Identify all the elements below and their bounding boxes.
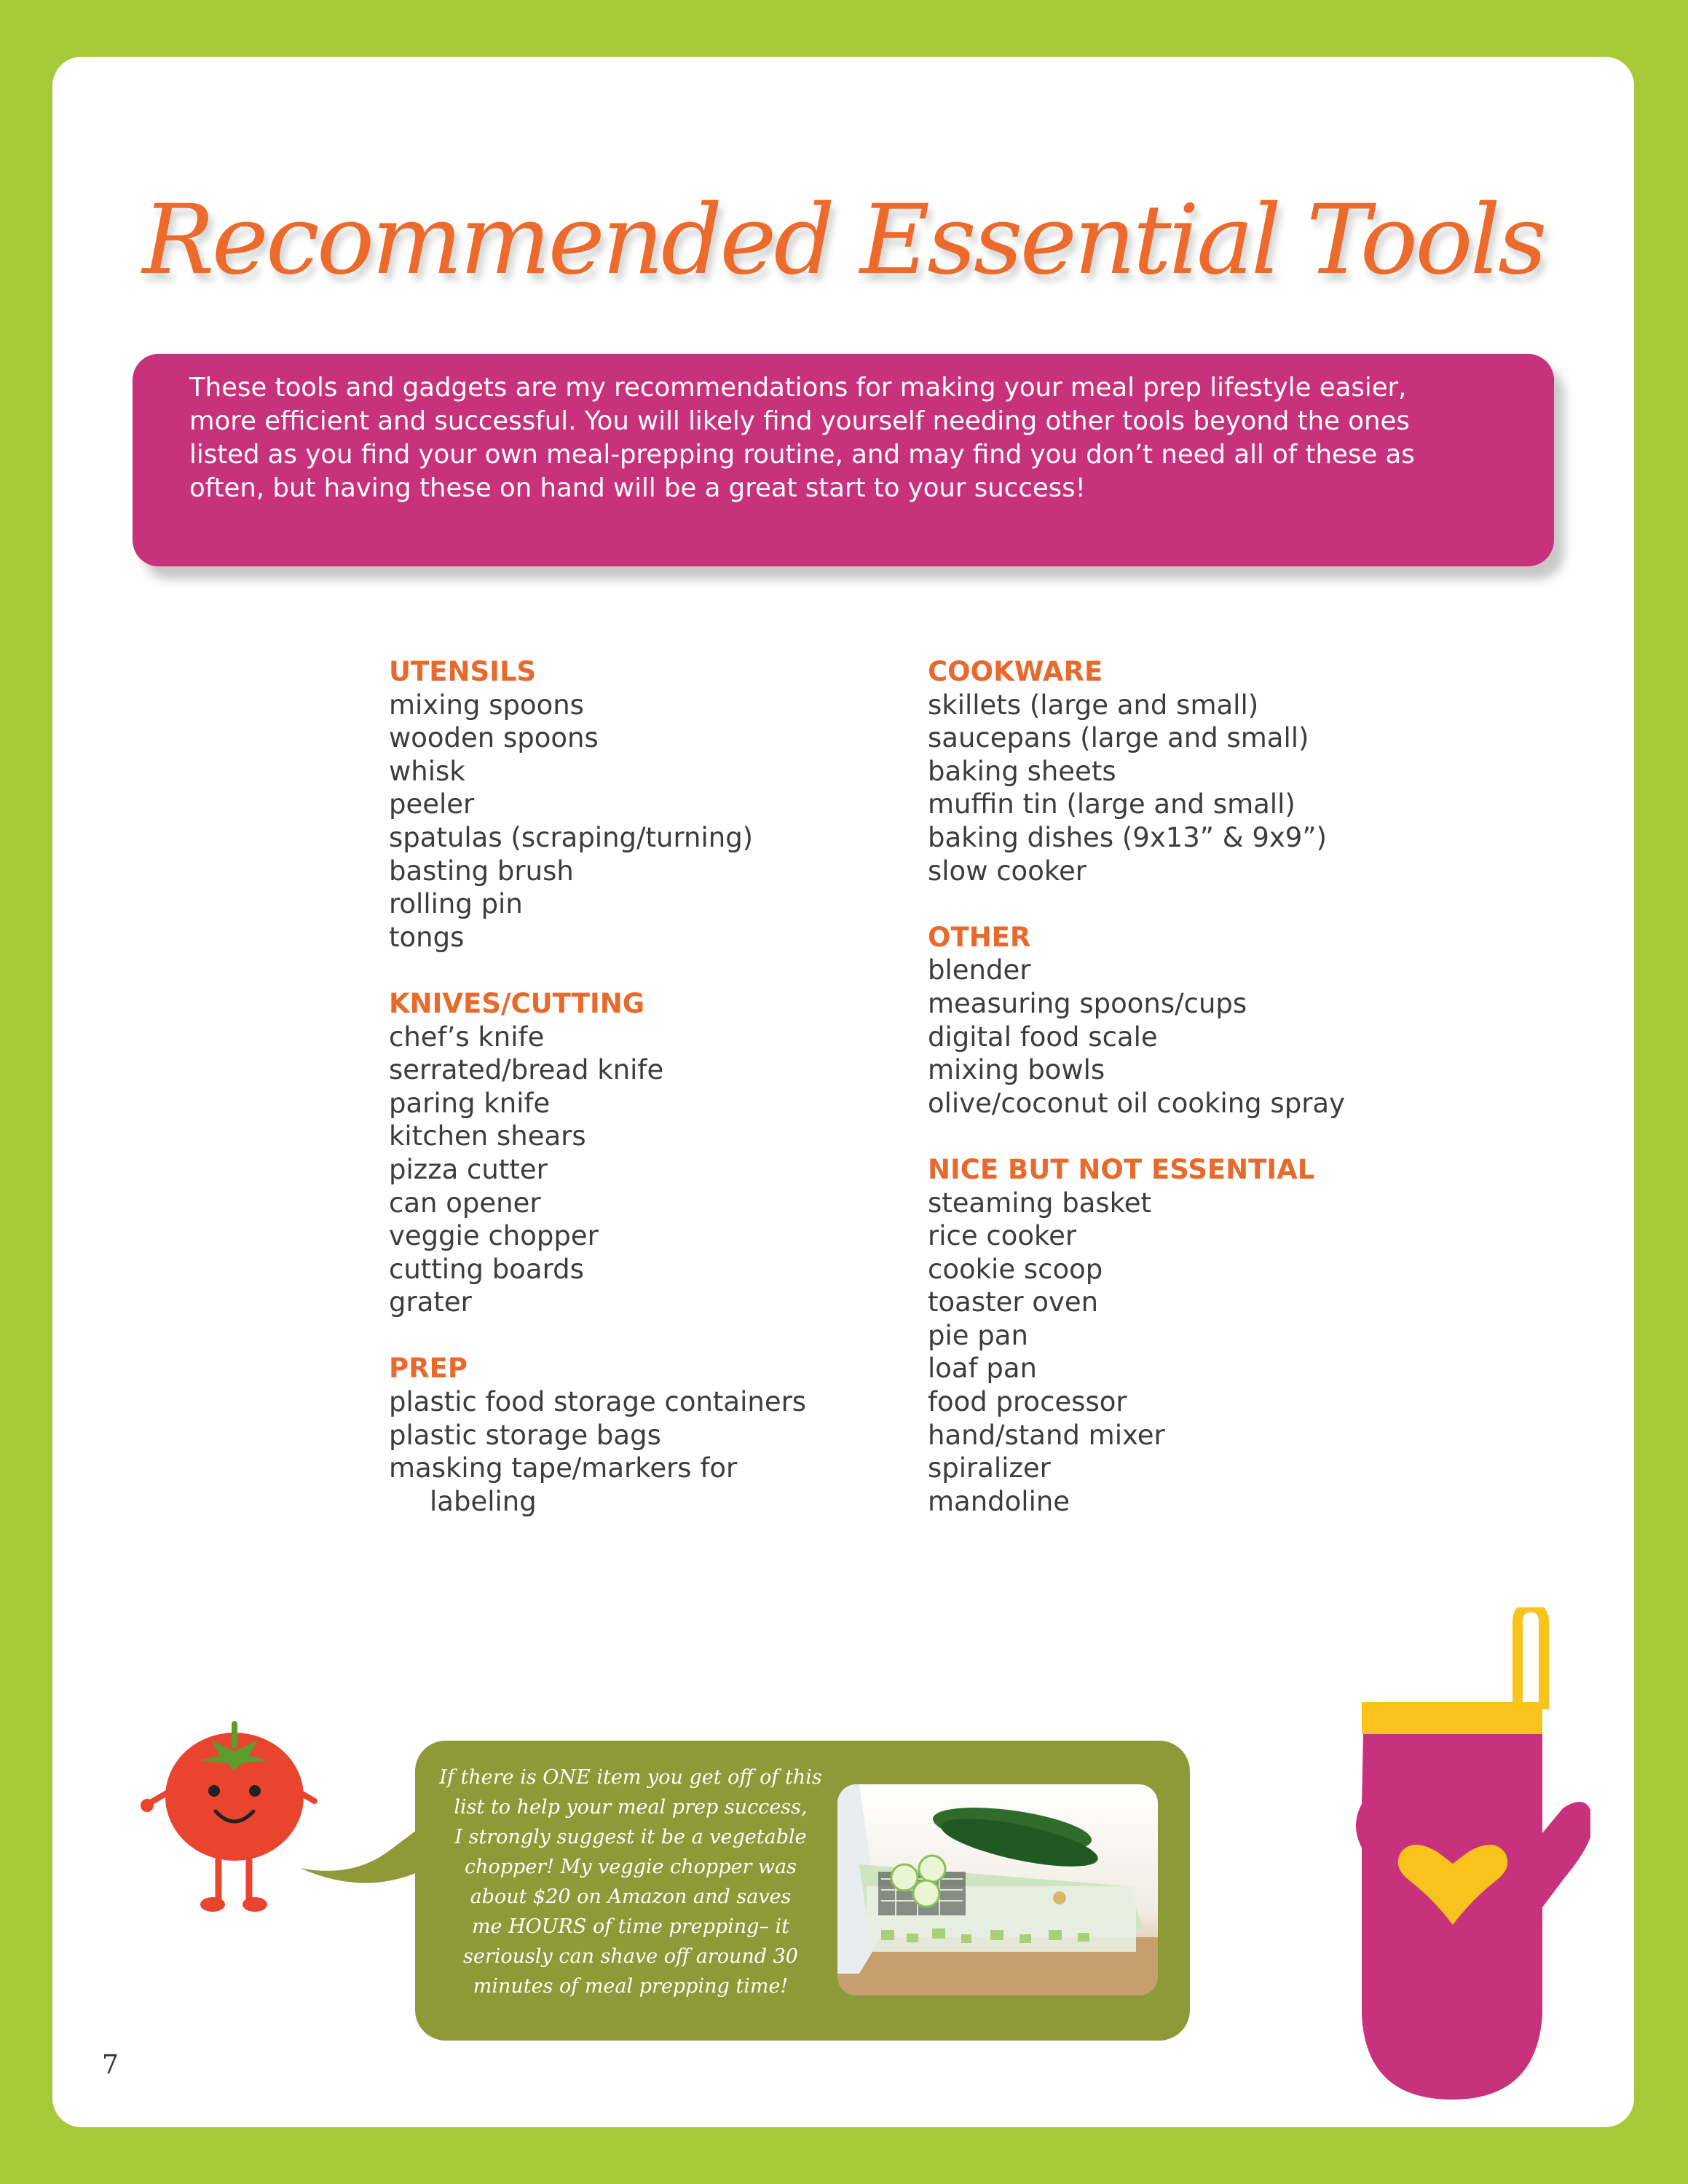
list-item: rice cooker xyxy=(928,1220,1077,1252)
left-column xyxy=(389,655,899,1551)
list-item: food processor xyxy=(928,1386,1127,1418)
tip-callout xyxy=(415,1741,1190,2041)
list-item: paring knife xyxy=(389,1087,551,1119)
section-heading: PREP xyxy=(389,1353,468,1385)
list-item: muffin tin (large and small) xyxy=(928,788,1295,820)
page-panel xyxy=(52,57,1634,2127)
section-cookware xyxy=(928,655,1481,887)
list-item: mandoline xyxy=(928,1485,1070,1517)
list-item: olive/coconut oil cooking spray xyxy=(928,1087,1345,1119)
right-column xyxy=(928,655,1481,1551)
list-item: hand/stand mixer xyxy=(928,1419,1165,1451)
list-item: kitchen shears xyxy=(389,1120,586,1152)
list-item: whisk xyxy=(389,755,465,787)
list-item: masking tape/markers for xyxy=(389,1452,738,1484)
list-item: spatulas (scraping/turning) xyxy=(389,821,754,853)
list-item: serrated/bread knife xyxy=(389,1054,664,1086)
list-item: measuring spoons/cups xyxy=(928,987,1247,1019)
section-other xyxy=(928,921,1481,1120)
section-utensils xyxy=(389,655,899,954)
list-item: baking sheets xyxy=(928,755,1116,787)
list-item: chef’s knife xyxy=(389,1021,545,1053)
callout-line: about $20 on Amazon and saves xyxy=(470,1886,792,1908)
list-item: grater xyxy=(389,1286,472,1318)
list-item: cookie scoop xyxy=(928,1253,1103,1285)
intro-box xyxy=(133,354,1554,566)
list-item: pizza cutter xyxy=(389,1153,548,1185)
list-item: digital food scale xyxy=(928,1021,1158,1053)
callout-line: If there is ONE item you get off of this xyxy=(439,1766,822,1789)
callout-text xyxy=(434,1762,827,2001)
section-nice-but-not-essential xyxy=(928,1153,1481,1519)
list-item: rolling pin xyxy=(389,888,523,920)
list-item: slow cooker xyxy=(928,855,1086,887)
section-knives-cutting xyxy=(389,987,899,1319)
list-item: can opener xyxy=(389,1187,541,1219)
list-item: mixing spoons xyxy=(389,689,584,721)
page-title: Recommended Essential Tools xyxy=(142,184,1545,296)
list-item: plastic food storage containers xyxy=(389,1386,807,1418)
list-item: spiralizer xyxy=(928,1452,1051,1484)
list-item-continuation: labeling xyxy=(430,1485,537,1517)
list-item: baking dishes (9x13” & 9x9”) xyxy=(928,821,1327,853)
list-item: basting brush xyxy=(389,855,574,887)
page-number: 7 xyxy=(102,2050,119,2080)
callout-line: I strongly suggest it be a vegetable xyxy=(454,1826,807,1848)
callout-line: minutes of meal prepping time! xyxy=(473,1975,789,1998)
callout-line: list to help your meal prep success, xyxy=(454,1796,808,1819)
intro-text: These tools and gadgets are my recommendations for making your meal prep lifestyle easier, more efficient and successful. You will likely find yourself needing other tools beyond the ones listed as you find your own meal-prepping routine, and may find you don’t need all of these as often, but having these on hand will be a great start to your success! xyxy=(189,373,1415,503)
list-item: saucepans (large and small) xyxy=(928,722,1309,754)
list-item: wooden spoons xyxy=(389,722,599,754)
veggie-chopper-photo xyxy=(837,1784,1158,1995)
section-heading: OTHER xyxy=(928,921,1031,953)
callout-line: seriously can shave off around 30 xyxy=(463,1945,798,1968)
list-item: pie pan xyxy=(928,1319,1028,1351)
section-prep xyxy=(389,1352,899,1518)
callout-line: me HOURS of time prepping– it xyxy=(471,1915,790,1938)
list-item: tongs xyxy=(389,921,465,953)
list-item: plastic storage bags xyxy=(389,1419,661,1451)
section-heading: NICE BUT NOT ESSENTIAL xyxy=(928,1153,1315,1185)
section-heading: COOKWARE xyxy=(928,656,1103,687)
callout-line: chopper! My veggie chopper was xyxy=(465,1856,797,1878)
list-item: cutting boards xyxy=(389,1253,584,1285)
list-item: veggie chopper xyxy=(389,1220,599,1252)
list-item: skillets (large and small) xyxy=(928,689,1259,721)
list-item: toaster oven xyxy=(928,1286,1099,1318)
section-heading: UTENSILS xyxy=(389,656,537,687)
section-heading: KNIVES/CUTTING xyxy=(389,987,645,1019)
list-item: mixing bowls xyxy=(928,1054,1105,1086)
list-item: blender xyxy=(928,954,1031,986)
oven-mitt-icon xyxy=(1299,1607,1590,2117)
list-item: steaming basket xyxy=(928,1187,1152,1219)
list-item: loaf pan xyxy=(928,1353,1037,1385)
list-item: peeler xyxy=(389,788,475,820)
